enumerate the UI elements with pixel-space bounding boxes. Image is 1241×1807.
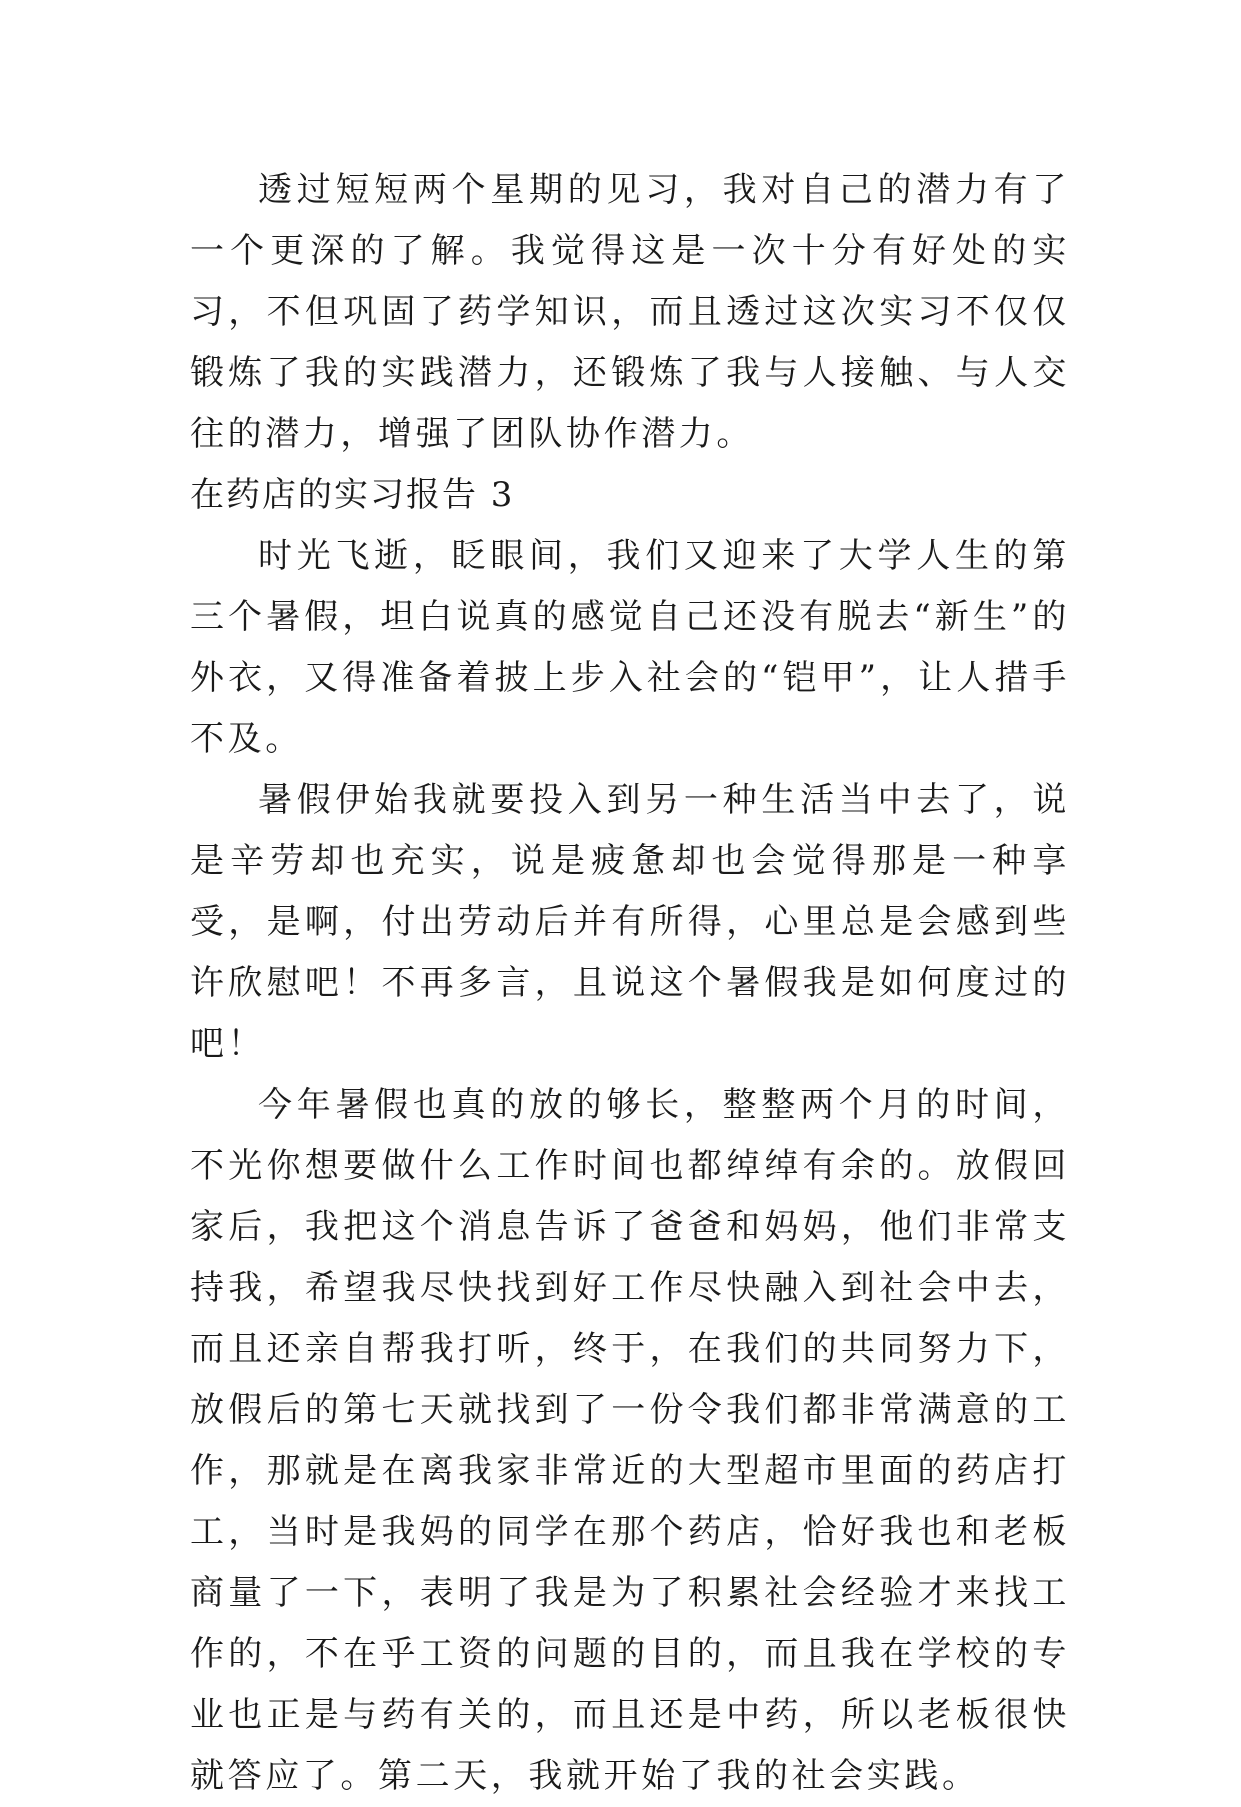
paragraph-reflection: 透过短短两个星期的见习，我对自己的潜力有了一个更深的了解。我觉得这是一次十分有好处的实习，不但巩固了药学知识，而且透过这次实习不仅仅锻炼了我的实践潜力，还锻炼了我与人接触、与人交往的潜力，增强了团队协作潜力。: [190, 170, 1070, 454]
paragraph-summer-intro: 时光飞逝，眨眼间，我们又迎来了大学人生的第三个暑假，坦白说真的感觉自己还没有脱去“新生”的外衣，又得准备着披上步入社会的“铠甲”，让人措手不及。: [190, 536, 1070, 759]
paragraph-job-search: 今年暑假也真的放的够长，整整两个月的时间，不光你想要做什么工作时间也都绰绰有余的。放假回家后，我把这个消息告诉了爸爸和妈妈，他们非常支持我，希望我尽快找到好工作尽快融入到社会中去，而且还亲自帮我打听，终于，在我们的共同努力下，放假后的第七天就找到了一份令我们都非常满意的工作，那就是在离我家非常近的大型超市里面的药店打工，当时是我妈的同学在那个药店，恰好我也和老板商量了一下，表明了我是为了积累社会经验才来找工作的，不在乎工资的问题的目的，而且我在学校的专业也正是与药有关的，而且还是中药，所以老板很快就答应了。第二天，我就开始了我的社会实践。: [190, 1085, 1070, 1796]
paragraph-summer-start: 暑假伊始我就要投入到另一种生活当中去了，说是辛劳却也充实，说是疲惫却也会觉得那是一种享受，是啊，付出劳动后并有所得，心里总是会感到些许欣慰吧！不再多言，且说这个暑假我是如何度过的吧！: [190, 780, 1070, 1064]
document-body: [190, 160, 1070, 1807]
section-heading: 在药店的实习报告 3: [190, 475, 515, 515]
